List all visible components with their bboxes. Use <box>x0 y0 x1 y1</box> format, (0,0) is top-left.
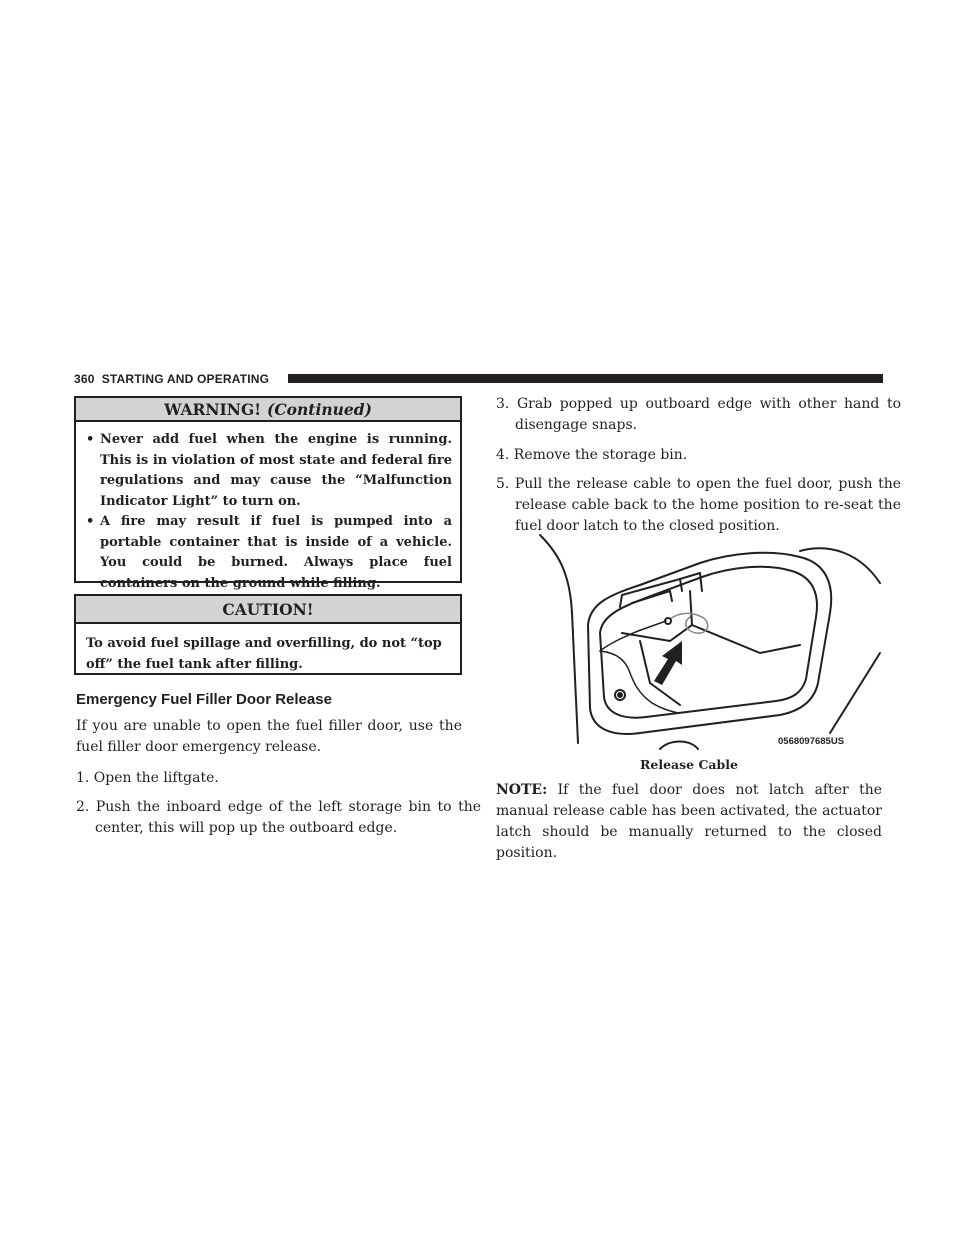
figure-caption: Release Cable <box>640 757 738 772</box>
step-3: 3. Grab popped up outboard edge with other hand to disengage snaps. <box>496 396 901 433</box>
note-label: NOTE: <box>496 782 548 798</box>
warning-heading <box>76 398 460 422</box>
section-name: STARTING AND OPERATING <box>101 372 270 386</box>
page-number: 360 <box>74 372 95 386</box>
caution-text: To avoid fuel spillage and overfilling, do not “top off” the fuel tank after filling. <box>86 636 442 672</box>
header-rule <box>288 374 883 383</box>
step-5: 5. Pull the release cable to open the fuel door, push the release cable back to the home position to re-seat the fuel door latch to the closed position. <box>496 476 901 534</box>
note-paragraph <box>496 780 882 864</box>
section-title: Emergency Fuel Filler Door Release <box>76 691 332 708</box>
step-4: 4. Remove the storage bin. <box>496 447 688 463</box>
caution-box <box>74 594 462 675</box>
intro-paragraph: If you are unable to open the fuel filler door, use the fuel filler door emergency release. <box>76 718 462 755</box>
step-1: 1. Open the liftgate. <box>76 770 219 786</box>
warning-item: • Never add fuel when the engine is running. This is in violation of most state and federal fire regulations and may cause the “Malfunction Indicator Light” to turn on. <box>86 430 452 512</box>
note-text: If the fuel door does not latch after the manual release cable has been activated, the actuator latch should be manually returned to the closed position. <box>496 782 882 861</box>
caution-title: CAUTION! <box>76 596 460 624</box>
figure-code: 0568097685US <box>778 736 845 747</box>
warning-item: • A fire may result if fuel is pumped into a portable container that is inside of a vehicle. You could be burned. Always place fuel containers on the ground while filling. <box>86 512 452 594</box>
warning-box <box>74 396 462 591</box>
release-cable-figure <box>530 533 882 751</box>
warning-continued: (Continued) <box>267 400 372 419</box>
page-header <box>74 372 269 386</box>
step-2: 2. Push the inboard edge of the left storage bin to the center, this will pop up the outboard edge. <box>76 799 481 836</box>
warning-list <box>86 430 452 594</box>
warning-title: WARNING! <box>164 400 262 419</box>
